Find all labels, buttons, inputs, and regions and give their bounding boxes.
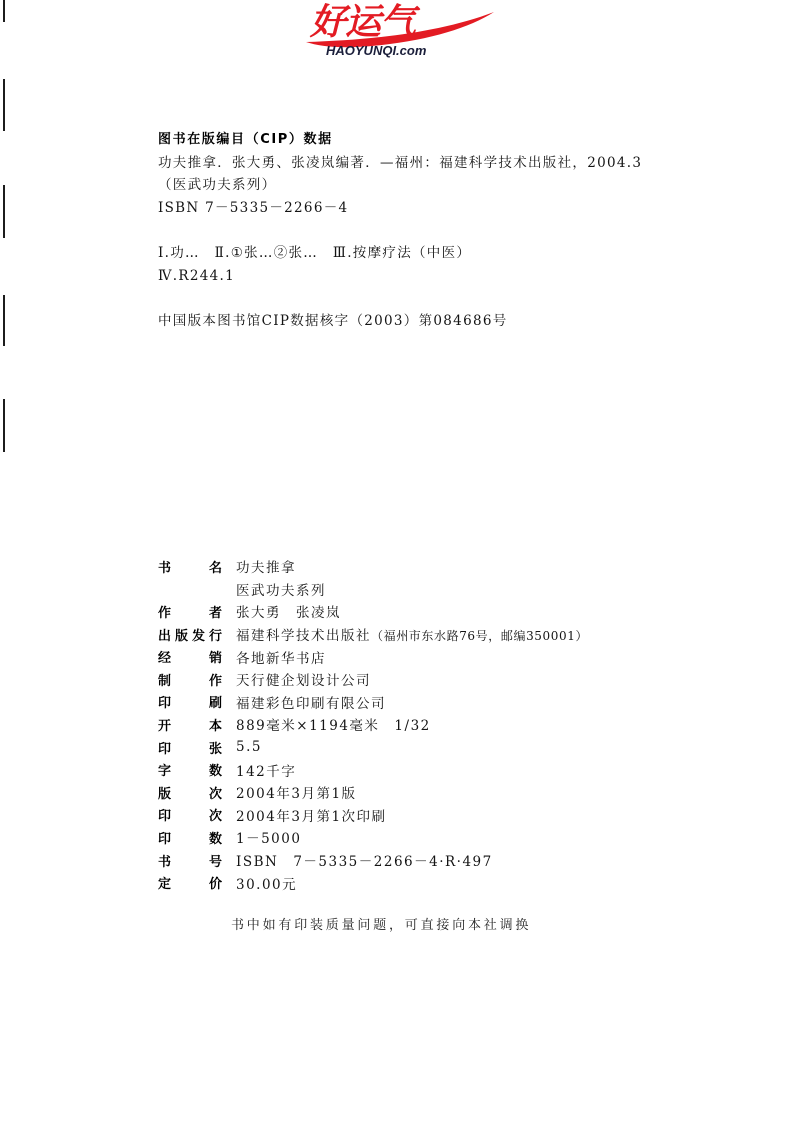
edition-row <box>158 781 758 804</box>
scan-edge-mark <box>3 399 5 452</box>
cip-subject-line: Ⅰ.功… Ⅱ.①张…②张… Ⅲ.按摩疗法（中医） <box>158 244 472 261</box>
colophon-label <box>158 828 222 847</box>
label-char: 发 <box>191 628 205 644</box>
author-row <box>158 600 758 623</box>
distributor-row <box>158 645 758 668</box>
colophon-value: 功夫推拿 <box>236 560 296 577</box>
colophon-label <box>158 602 222 621</box>
producer-row <box>158 668 758 691</box>
spacer <box>158 219 758 242</box>
label-char: 张 <box>208 741 222 757</box>
quality-notice: 书中如有印装质量问题，可直接向本社调换 <box>231 918 532 933</box>
colophon-label <box>158 670 222 689</box>
label-char: 销 <box>208 651 222 667</box>
spacer <box>158 287 758 310</box>
colophon-value: 1－5000 <box>236 831 302 848</box>
logo-domain: HAOYUNQI.com <box>326 43 427 58</box>
publisher-name: 福建科学技术出版社 <box>236 628 371 645</box>
label-char: 号 <box>208 854 222 870</box>
publisher-address: （福州市东水路76号，邮编350001） <box>371 629 589 644</box>
label-char: 数 <box>208 831 222 847</box>
label-char: 名 <box>208 560 222 576</box>
colophon-value: ISBN 7－5335－2266－4·R·497 <box>236 854 493 871</box>
printed-sheets-row <box>158 736 758 759</box>
cip-title-author-line: 功夫推拿．张大勇、张凌岚编著．—福州：福建科学技术出版社，2004.3 <box>158 154 643 171</box>
isbn-row <box>158 849 758 872</box>
series-row <box>158 578 758 601</box>
logo-wordmark: 好运气 <box>310 2 416 43</box>
scan-edge-mark <box>3 79 5 131</box>
colophon-value: 医武功夫系列 <box>236 582 326 599</box>
scan-edge-mark <box>3 0 5 22</box>
label-char: 出 <box>158 628 172 644</box>
word-count-row <box>158 758 758 781</box>
colophon-value: 889毫米×1194毫米 1/32 <box>236 718 431 735</box>
printing-row <box>158 804 758 827</box>
colophon-label <box>158 783 222 802</box>
label-char: 数 <box>208 764 222 780</box>
label-char: 版 <box>158 786 172 802</box>
label-char: 经 <box>158 651 172 667</box>
label-char: 作 <box>208 673 222 689</box>
label-char: 本 <box>208 718 222 734</box>
colophon-label <box>158 625 222 644</box>
colophon-label <box>158 851 222 870</box>
label-char: 定 <box>158 877 172 893</box>
site-logo <box>296 0 501 66</box>
cip-record-number: 中国版本图书馆CIP数据核字（2003）第084686号 <box>158 312 508 329</box>
colophon-label <box>158 738 222 757</box>
label-char: 印 <box>158 809 172 825</box>
colophon-label <box>158 873 222 892</box>
colophon-label <box>158 647 222 666</box>
colophon-value: 各地新华书店 <box>236 650 326 667</box>
cip-heading: 图书在版编目（CIP）数据 <box>158 132 333 147</box>
colophon-value: 142千字 <box>236 763 297 780</box>
label-char: 书 <box>158 560 172 576</box>
print-run-row <box>158 826 758 849</box>
colophon-value: 天行健企划设计公司 <box>236 673 371 690</box>
label-char: 次 <box>208 809 222 825</box>
format-row <box>158 713 758 736</box>
label-char: 印 <box>158 696 172 712</box>
colophon-label <box>158 805 222 824</box>
label-char: 刷 <box>208 696 222 712</box>
price-row <box>158 871 758 894</box>
cip-series-line: （医武功夫系列） <box>158 177 277 194</box>
label-char: 者 <box>208 605 222 621</box>
label-char: 版 <box>174 628 188 644</box>
label-char: 开 <box>158 718 172 734</box>
colophon-label <box>158 557 222 576</box>
colophon-value: 30.00元 <box>236 876 298 893</box>
title-row <box>158 555 758 578</box>
label-char: 制 <box>158 673 172 689</box>
label-char: 印 <box>158 831 172 847</box>
colophon-value: 5.5 <box>236 739 262 756</box>
colophon-value: 2004年3月第1次印刷 <box>236 808 387 825</box>
cip-isbn-line: ISBN 7－5335－2266－4 <box>158 199 349 216</box>
colophon-label <box>158 760 222 779</box>
colophon-label <box>158 692 222 711</box>
label-char: 印 <box>158 741 172 757</box>
colophon-block <box>158 555 758 894</box>
printer-row <box>158 691 758 714</box>
colophon-value: 福建彩色印刷有限公司 <box>236 695 386 712</box>
colophon-value <box>236 624 588 644</box>
label-char: 字 <box>158 764 172 780</box>
scan-edge-mark <box>3 185 5 238</box>
publisher-row <box>158 623 758 646</box>
colophon-value: 2004年3月第1版 <box>236 786 357 803</box>
cip-data-block <box>158 129 758 332</box>
label-char: 作 <box>158 605 172 621</box>
colophon-value: 张大勇 张凌岚 <box>236 605 341 622</box>
label-char: 书 <box>158 854 172 870</box>
label-char: 次 <box>208 786 222 802</box>
label-char: 行 <box>208 628 222 644</box>
label-char: 价 <box>208 877 222 893</box>
cip-classification-line: Ⅳ.R244.1 <box>158 267 235 284</box>
scan-edge-mark <box>3 295 5 346</box>
colophon-label <box>158 715 222 734</box>
